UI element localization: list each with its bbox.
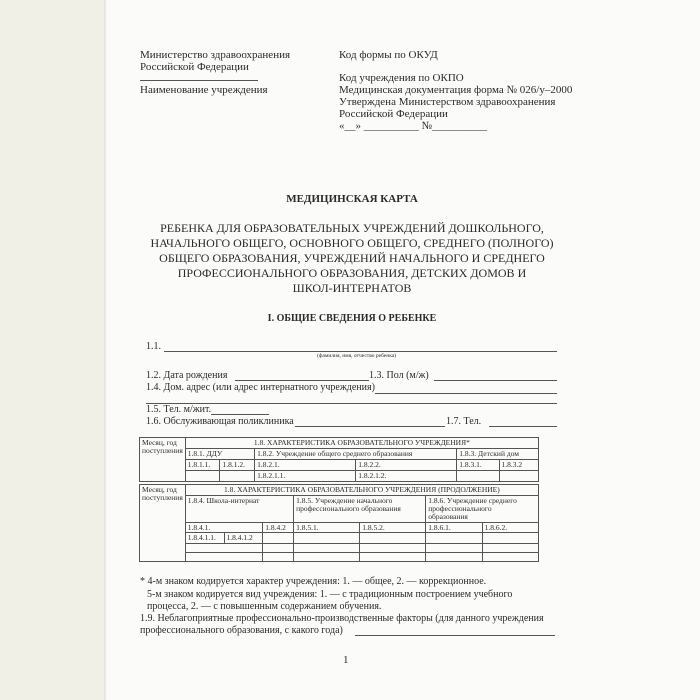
t2-split-cell	[185, 533, 263, 544]
field-1-9-label-cont: профессионального образования, с какого года)	[140, 625, 343, 636]
field-1-2-line[interactable]	[235, 380, 369, 381]
t2-cell	[426, 544, 482, 553]
t1-ddu: 1.8.1. ДДУ	[185, 448, 254, 459]
t2-cell	[294, 533, 360, 544]
subtitle-line-5: ШКОЛ-ИНТЕРНАТОВ	[292, 281, 412, 295]
field-1-5-line[interactable]	[211, 414, 269, 415]
t2-code: 1.8.6.2.	[482, 522, 538, 533]
footnote-4th-sign: * 4-м знаком кодируется характер учреждения: 1. — общее, 2. — коррекционное.	[140, 576, 487, 587]
t2-cell	[482, 533, 538, 544]
field-1-7-line[interactable]	[489, 426, 557, 427]
t1-code: 1.8.3.1.	[457, 459, 499, 470]
t2-secondary-vocational: 1.8.6. Учреждение среднего профессионального образования	[426, 495, 539, 522]
t1-code: 1.8.2.1.1.	[255, 470, 356, 481]
footnote-5th-sign: 5-м знаком кодируется вид учреждения: 1. — с традиционным построением учебного	[147, 589, 513, 600]
t2-code: 1.8.4.1.	[185, 522, 263, 533]
institution-table-1	[139, 437, 539, 482]
t1-cell	[457, 470, 499, 481]
field-1-3-line[interactable]	[434, 380, 557, 381]
subtitle-line-1: РЕБЕНКА ДЛЯ ОБРАЗОВАТЕЛЬНЫХ УЧРЕЖДЕНИЙ ДОШКОЛЬНОГО,	[160, 221, 544, 235]
t2-code: 1.8.5.1.	[294, 522, 360, 533]
t2-code: 1.8.4.1.2	[226, 533, 253, 543]
approved-line1: Утверждена Министерством здравоохранения	[339, 96, 556, 108]
ministry-line2: Российской Федерации	[140, 61, 249, 73]
t2-cell	[360, 544, 426, 553]
field-1-2-label: 1.2. Дата рождения	[146, 370, 228, 381]
field-1-1-caption: (фамилия, имя, отчество ребенка)	[317, 353, 397, 359]
t2-primary-vocational: 1.8.5. Учреждение начального профессионального образования	[294, 495, 426, 522]
t1-orphanage: 1.8.3. Детский дом	[457, 448, 539, 459]
page-number: 1	[343, 654, 349, 666]
document-form-label: Медицинская документация форма № 026/у–2000	[339, 84, 573, 96]
t2-code: 1.8.4.2	[263, 522, 294, 533]
t1-code: 1.8.3.2	[499, 459, 538, 470]
t2-boarding-school: 1.8.4. Школа-интернат	[185, 495, 293, 522]
ministry-line1: Министерство здравоохранения	[140, 49, 291, 61]
subtitle-line-4: ПРОФЕССИОНАЛЬНОГО ОБРАЗОВАНИЯ, ДЕТСКИХ ДОМОВ И	[177, 266, 527, 280]
field-1-5-label: 1.5. Тел. м/жит.	[146, 404, 212, 415]
field-1-3-label: 1.3. Пол (м/ж)	[369, 370, 429, 381]
t1-header: 1.8. ХАРАКТЕРИСТИКА ОБРАЗОВАТЕЛЬНОГО УЧРЕЖДЕНИЯ*	[185, 438, 538, 449]
t1-code: 1.8.2.2.	[356, 459, 457, 470]
t2-header: 1.8. ХАРАКТЕРИСТИКА ОБРАЗОВАТЕЛЬНОГО УЧРЕЖДЕНИЯ (ПРОДОЛЖЕНИЕ)	[185, 485, 538, 496]
field-1-7-label: 1.7. Тел.	[446, 416, 482, 427]
t1-cell	[220, 470, 255, 481]
t2-cell	[426, 553, 482, 562]
t2-cell	[263, 553, 294, 562]
t2-cell	[263, 544, 294, 553]
t2-cell	[482, 553, 538, 562]
field-1-1-label: 1.1.	[146, 341, 161, 352]
field-1-1-line[interactable]	[164, 351, 557, 352]
document-page	[107, 0, 700, 700]
okud-code-label: Код формы по ОКУД	[339, 49, 438, 61]
okpo-code-label: Код учреждения по ОКПО	[339, 72, 464, 84]
field-1-9-line[interactable]	[355, 635, 555, 636]
t2-cell	[426, 533, 482, 544]
t1-code: 1.8.1.1.	[185, 459, 220, 470]
field-1-9-label: 1.9. Неблагоприятные профессионально-производственные факторы (для данного учреждения	[140, 613, 544, 624]
t2-code: 1.8.4.1.1.	[186, 533, 225, 543]
date-number-line: «__» __________ №__________	[339, 120, 487, 132]
t1-code: 1.8.1.2.	[220, 459, 255, 470]
subtitle-line-2: НАЧАЛЬНОГО ОБЩЕГО, ОСНОВНОГО ОБЩЕГО, СРЕДНЕГО (ПОЛНОГО)	[150, 236, 554, 250]
institution-blank	[140, 80, 258, 81]
t2-code: 1.8.5.2.	[360, 522, 426, 533]
field-1-4-line[interactable]	[375, 393, 557, 394]
footnote-5th-sign-cont: процесса, 2. — с повышенным содержанием обучения.	[147, 601, 382, 612]
field-1-4-label: 1.4. Дом. адрес (или адрес интернатного учреждения)	[146, 382, 375, 393]
approved-line2: Российской Федерации	[339, 108, 448, 120]
subtitle-line-3: ОБЩЕГО ОБРАЗОВАНИЯ, УЧРЕЖДЕНИЙ НАЧАЛЬНОГО И СРЕДНЕГО	[159, 251, 545, 265]
t1-code: 1.8.2.1.2.	[356, 470, 457, 481]
cover-spine	[0, 0, 106, 700]
t2-cell	[294, 553, 360, 562]
month-year-cell: Месяц, год поступления	[140, 485, 186, 562]
t2-cell	[185, 553, 263, 562]
month-year-cell: Месяц, год поступления	[140, 438, 186, 482]
t1-code: 1.8.2.1.	[255, 459, 356, 470]
t2-code: 1.8.6.1.	[426, 522, 482, 533]
t1-cell	[185, 470, 220, 481]
card-title: МЕДИЦИНСКАЯ КАРТА	[286, 193, 418, 205]
institution-table-2	[139, 484, 539, 562]
t2-cell	[294, 544, 360, 553]
section1-heading: I. ОБЩИЕ СВЕДЕНИЯ О РЕБЕНКЕ	[267, 313, 437, 324]
t2-cell	[360, 553, 426, 562]
field-1-6-label: 1.6. Обслуживающая поликлиника	[146, 416, 294, 427]
field-1-6-line[interactable]	[295, 426, 445, 427]
t1-general-school: 1.8.2. Учреждение общего среднего образования	[255, 448, 457, 459]
t1-cell	[499, 470, 538, 481]
t2-cell	[185, 544, 263, 553]
t2-cell	[482, 544, 538, 553]
t2-cell	[360, 533, 426, 544]
t2-cell	[263, 533, 294, 544]
institution-name-label: Наименование учреждения	[140, 84, 268, 96]
